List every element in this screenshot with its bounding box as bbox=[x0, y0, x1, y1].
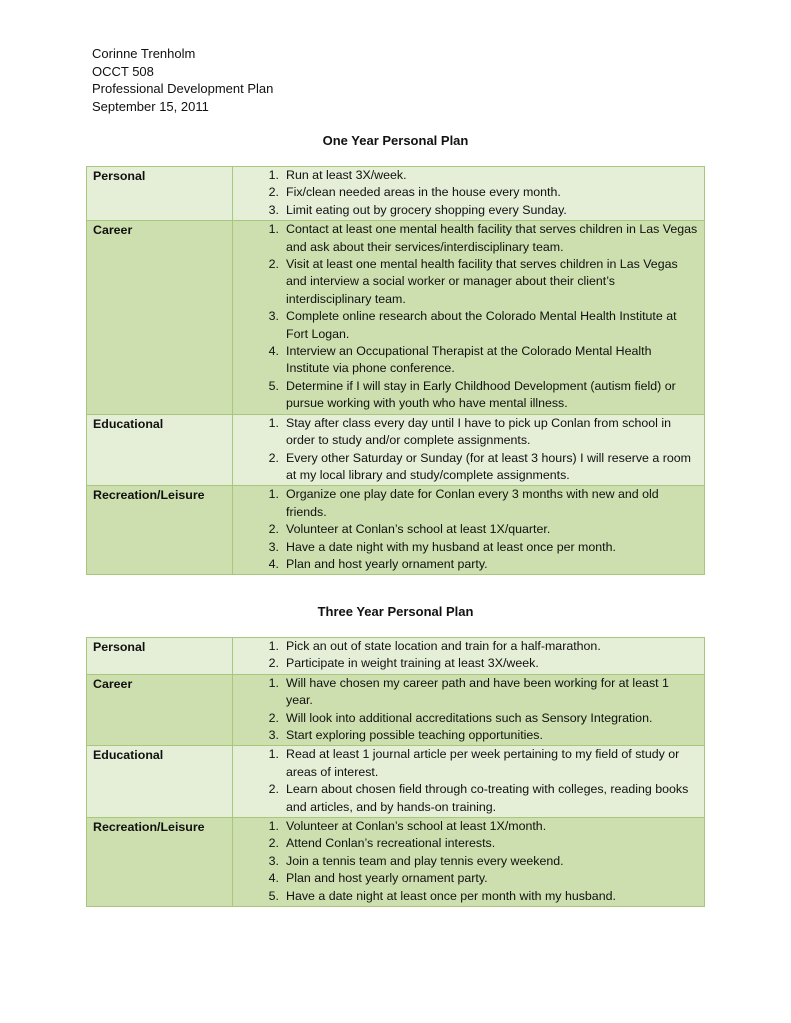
goal-number: 1. bbox=[268, 675, 279, 690]
goal-item bbox=[233, 202, 698, 219]
plan-row bbox=[87, 414, 705, 486]
goal-number: 2. bbox=[268, 710, 279, 725]
goal-item bbox=[233, 675, 698, 710]
goal-text: Volunteer at Conlan’s school at least 1X/quarter. bbox=[286, 522, 551, 537]
goal-item bbox=[233, 184, 698, 201]
goal-text: Contact at least one mental health facility that serves children in Las Vegas and ask about their services/interdisciplinary team. bbox=[286, 222, 698, 254]
goal-number: 1. bbox=[268, 222, 279, 237]
goal-item bbox=[233, 818, 698, 835]
plan-row bbox=[87, 638, 705, 675]
goal-text: Read at least 1 journal article per week pertaining to my field of study or areas of interest. bbox=[286, 747, 680, 779]
goal-number: 3. bbox=[268, 309, 279, 324]
category-cell: Recreation/Leisure bbox=[87, 486, 233, 575]
one-year-plan-table bbox=[86, 166, 705, 575]
goal-number: 5. bbox=[268, 378, 279, 393]
plan-row bbox=[87, 674, 705, 746]
goal-text: Learn about chosen field through co-treating with colleges, reading books and articles, and by hands-on training. bbox=[286, 782, 689, 814]
goal-text: Run at least 3X/week. bbox=[286, 168, 407, 182]
goal-number: 1. bbox=[268, 487, 279, 502]
goal-number: 2. bbox=[268, 450, 279, 465]
category-cell: Educational bbox=[87, 414, 233, 486]
goal-item bbox=[233, 888, 698, 905]
goal-item bbox=[233, 870, 698, 887]
items-cell bbox=[233, 746, 705, 818]
items-cell bbox=[233, 486, 705, 575]
goal-number: 2. bbox=[268, 656, 279, 671]
goal-number: 1. bbox=[268, 639, 279, 653]
goal-list bbox=[233, 818, 698, 905]
goal-number: 5. bbox=[268, 888, 279, 903]
goal-text: Will look into additional accreditations such as Sensory Integration. bbox=[286, 710, 653, 725]
goal-item bbox=[233, 853, 698, 870]
goal-number: 2. bbox=[268, 185, 279, 200]
category-cell: Personal bbox=[87, 167, 233, 221]
goal-item bbox=[233, 167, 698, 184]
plan-row bbox=[87, 167, 705, 221]
goal-text: Interview an Occupational Therapist at the Colorado Mental Health Institute via phone conference. bbox=[286, 344, 652, 376]
goal-text: Have a date night with my husband at least once per month. bbox=[286, 539, 616, 554]
goal-list bbox=[233, 415, 698, 485]
goal-number: 3. bbox=[268, 728, 279, 743]
goal-item bbox=[233, 343, 698, 378]
category-cell: Career bbox=[87, 674, 233, 746]
goal-text: Attend Conlan’s recreational interests. bbox=[286, 836, 496, 851]
goal-item bbox=[233, 378, 698, 413]
goal-number: 3. bbox=[268, 202, 279, 217]
category-cell: Career bbox=[87, 221, 233, 414]
goal-text: Fix/clean needed areas in the house every month. bbox=[286, 185, 561, 200]
goal-text: Organize one play date for Conlan every 3 months with new and old friends. bbox=[286, 487, 659, 519]
goal-number: 3. bbox=[268, 853, 279, 868]
document-header bbox=[92, 45, 273, 115]
items-cell bbox=[233, 414, 705, 486]
goal-item bbox=[233, 638, 698, 655]
goal-item bbox=[233, 781, 698, 816]
items-cell bbox=[233, 638, 705, 675]
items-cell bbox=[233, 674, 705, 746]
goal-number: 4. bbox=[268, 344, 279, 359]
goal-text: Pick an out of state location and train for a half-marathon. bbox=[286, 639, 601, 653]
goal-number: 1. bbox=[268, 819, 279, 834]
goal-item bbox=[233, 486, 698, 521]
goal-list bbox=[233, 746, 698, 816]
category-cell: Educational bbox=[87, 746, 233, 818]
goal-list bbox=[233, 221, 698, 412]
goal-number: 2. bbox=[268, 836, 279, 851]
goal-number: 1. bbox=[268, 168, 279, 182]
goal-item bbox=[233, 727, 698, 744]
category-cell: Recreation/Leisure bbox=[87, 818, 233, 907]
one-year-plan-title: One Year Personal Plan bbox=[322, 133, 469, 148]
goal-text: Join a tennis team and play tennis every weekend. bbox=[286, 853, 564, 868]
goal-text: Stay after class every day until I have to pick up Conlan from school in order to study and/or complete assignments. bbox=[286, 415, 671, 448]
goal-number: 4. bbox=[268, 556, 279, 571]
goal-number: 3. bbox=[268, 539, 279, 554]
goal-text: Plan and host yearly ornament party. bbox=[286, 871, 488, 886]
plan-row bbox=[87, 486, 705, 575]
goal-text: Start exploring possible teaching opportunities. bbox=[286, 728, 543, 743]
goal-number: 4. bbox=[268, 871, 279, 886]
goal-item bbox=[233, 221, 698, 256]
goal-number: 1. bbox=[268, 747, 279, 762]
three-year-plan-table bbox=[86, 637, 705, 907]
course-code: OCCT 508 bbox=[92, 63, 154, 79]
goal-list bbox=[233, 167, 698, 219]
goal-number: 2. bbox=[268, 782, 279, 797]
goal-item bbox=[233, 835, 698, 852]
items-cell bbox=[233, 221, 705, 414]
goal-item bbox=[233, 450, 698, 485]
document-date: September 15, 2011 bbox=[92, 98, 209, 114]
goal-item bbox=[233, 539, 698, 556]
goal-item bbox=[233, 556, 698, 573]
goal-text: Every other Saturday or Sunday (for at least 3 hours) I will reserve a room at my local library and study/complete assignments. bbox=[286, 450, 691, 482]
document-title: Professional Development Plan bbox=[92, 81, 274, 96]
goal-text: Will have chosen my career path and have been working for at least 1 year. bbox=[286, 675, 669, 708]
goal-item bbox=[233, 256, 698, 308]
goal-list bbox=[233, 675, 698, 745]
author-name: Corinne Trenholm bbox=[92, 46, 196, 61]
items-cell bbox=[233, 167, 705, 221]
category-cell: Personal bbox=[87, 638, 233, 675]
goal-number: 2. bbox=[268, 257, 279, 272]
goal-list bbox=[233, 486, 698, 573]
goal-text: Determine if I will stay in Early Childhood Development (autism field) or pursue working with youth who have mental illness. bbox=[286, 378, 676, 411]
goal-item bbox=[233, 308, 698, 343]
goal-item bbox=[233, 746, 698, 781]
goal-item bbox=[233, 521, 698, 538]
three-year-plan-title: Three Year Personal Plan bbox=[317, 604, 474, 619]
goal-text: Visit at least one mental health facility that serves children in Las Vegas and interview a social worker or manager about their client’s interdisciplinary team. bbox=[286, 257, 678, 306]
items-cell bbox=[233, 818, 705, 907]
goal-item bbox=[233, 655, 698, 672]
goal-text: Complete online research about the Colorado Mental Health Institute at Fort Logan. bbox=[286, 309, 677, 341]
goal-number: 1. bbox=[268, 415, 279, 430]
goal-text: Limit eating out by grocery shopping every Sunday. bbox=[286, 202, 567, 217]
goal-item bbox=[233, 415, 698, 450]
goal-text: Have a date night at least once per month with my husband. bbox=[286, 888, 616, 903]
goal-number: 2. bbox=[268, 522, 279, 537]
goal-item bbox=[233, 710, 698, 727]
goal-text: Participate in weight training at least 3X/week. bbox=[286, 656, 539, 671]
plan-row bbox=[87, 818, 705, 907]
goal-text: Plan and host yearly ornament party. bbox=[286, 556, 488, 571]
goal-list bbox=[233, 638, 698, 673]
plan-row bbox=[87, 746, 705, 818]
plan-row bbox=[87, 221, 705, 414]
goal-text: Volunteer at Conlan’s school at least 1X/month. bbox=[286, 819, 547, 834]
